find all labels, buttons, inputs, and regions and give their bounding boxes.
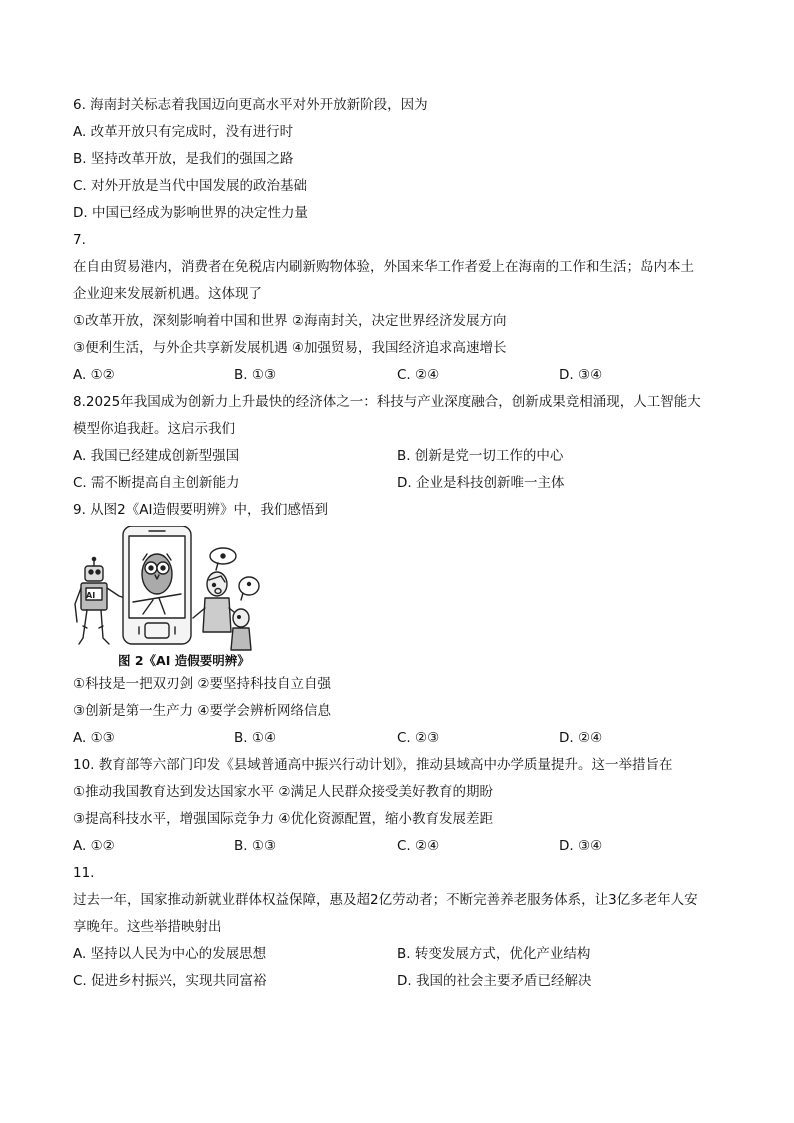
q7-option-c: C. ②④ — [397, 367, 440, 383]
q6-option-b: B. 坚持改革开放，是我们的强国之路 — [73, 151, 294, 167]
robot-chest-label: AI — [86, 591, 96, 600]
q7-statement-1-2: ①改革开放，深刻影响着中国和世界 ②海南封关，决定世界经济发展方向 — [73, 313, 507, 329]
q8-option-a: A. 我国已经建成创新型强国 — [73, 448, 240, 464]
q11-option-c: C. 促进乡村振兴，实现共同富裕 — [73, 973, 267, 989]
q9-option-a: A. ①③ — [73, 730, 115, 746]
q9-stem: 9. 从图2《AI造假要明辨》中，我们感悟到 — [73, 502, 328, 518]
q11-number: 11. — [73, 865, 95, 881]
q11-options-row1 — [73, 941, 723, 968]
q11-stem-line1: 过去一年，国家推动新就业群体权益保障，惠及超2亿劳动者；不断完善养老服务体系，让3亿多老年人安 — [73, 892, 698, 908]
q8-option-b: B. 创新是党一切工作的中心 — [397, 448, 564, 464]
q10-option-c: C. ②④ — [397, 838, 440, 854]
q8-option-d: D. 企业是科技创新唯一主体 — [397, 475, 565, 491]
q9-statement-1-2: ①科技是一把双刃剑 ②要坚持科技自立自强 — [73, 676, 331, 692]
q11-option-b: B. 转变发展方式，优化产业结构 — [397, 946, 591, 962]
q8-options-row1 — [73, 443, 723, 470]
q8-options-row2 — [73, 470, 723, 497]
q9-statement-3-4: ③创新是第一生产力 ④要学会辨析网络信息 — [73, 703, 331, 719]
q11-options-row2 — [73, 968, 723, 995]
q8-option-c: C. 需不断提高自主创新能力 — [73, 475, 240, 491]
q7-stem-line2: 企业迎来发展新机遇。这体现了 — [73, 286, 262, 302]
q10-option-b: B. ①③ — [234, 838, 277, 854]
q6-stem: 6. 海南封关标志着我国迈向更高水平对外开放新阶段，因为 — [73, 97, 428, 113]
q10-option-d: D. ③④ — [559, 838, 603, 854]
people-figure — [193, 548, 259, 650]
q9-option-c: C. ②③ — [397, 730, 440, 746]
q7-options — [73, 362, 723, 389]
q8-stem-line1: 8.2025年我国成为创新力上升最快的经济体之一：科技与产业深度融合，创新成果竞相涌现，人工智能大 — [73, 394, 701, 410]
q10-option-a: A. ①② — [73, 838, 115, 854]
q9-option-d: D. ②④ — [559, 730, 603, 746]
q7-statement-3-4: ③便利生活，与外企共享新发展机遇 ④加强贸易，我国经济追求高速增长 — [73, 340, 507, 356]
q11-option-a: A. 坚持以人民为中心的发展思想 — [73, 946, 267, 962]
ai-fake-cartoon-illustration — [73, 526, 263, 654]
figure-2-cartoon — [73, 526, 723, 671]
smartphone-figure — [123, 526, 191, 644]
q7-number: 7. — [73, 232, 86, 248]
q6-option-d: D. 中国已经成为影响世界的决定性力量 — [73, 205, 308, 221]
q10-statement-1-2: ①推动我国教育达到发达国家水平 ②满足人民群众接受美好教育的期盼 — [73, 784, 493, 800]
q7-option-d: D. ③④ — [559, 367, 603, 383]
q9-option-b: B. ①④ — [234, 730, 277, 746]
q11-stem-line2: 享晚年。这些举措映射出 — [73, 919, 222, 935]
q10-options — [73, 833, 723, 860]
q10-stem: 10. 教育部等六部门印发《县域普通高中振兴行动计划》，推动县域高中办学质量提升。这一举措旨在 — [73, 757, 673, 773]
q8-stem-line2: 模型你追我赶。这启示我们 — [73, 421, 235, 437]
q7-stem-line1: 在自由贸易港内，消费者在免税店内刷新购物体验，外国来华工作者爱上在海南的工作和生活；岛内本土 — [73, 259, 694, 275]
exam-page — [73, 92, 723, 995]
q10-statement-3-4: ③提高科技水平，增强国际竞争力 ④优化资源配置，缩小教育发展差距 — [73, 811, 493, 827]
q11-option-d: D. 我国的社会主要矛盾已经解决 — [397, 973, 592, 989]
q6-option-a: A. 改革开放只有完成时，没有进行时 — [73, 124, 294, 140]
figure-2-caption: 图 2《AI 造假要明辨》 — [118, 653, 250, 668]
q6-option-c: C. 对外开放是当代中国发展的政治基础 — [73, 178, 308, 194]
q7-option-a: A. ①② — [73, 367, 115, 383]
q7-option-b: B. ①③ — [234, 367, 277, 383]
q9-options — [73, 725, 723, 752]
